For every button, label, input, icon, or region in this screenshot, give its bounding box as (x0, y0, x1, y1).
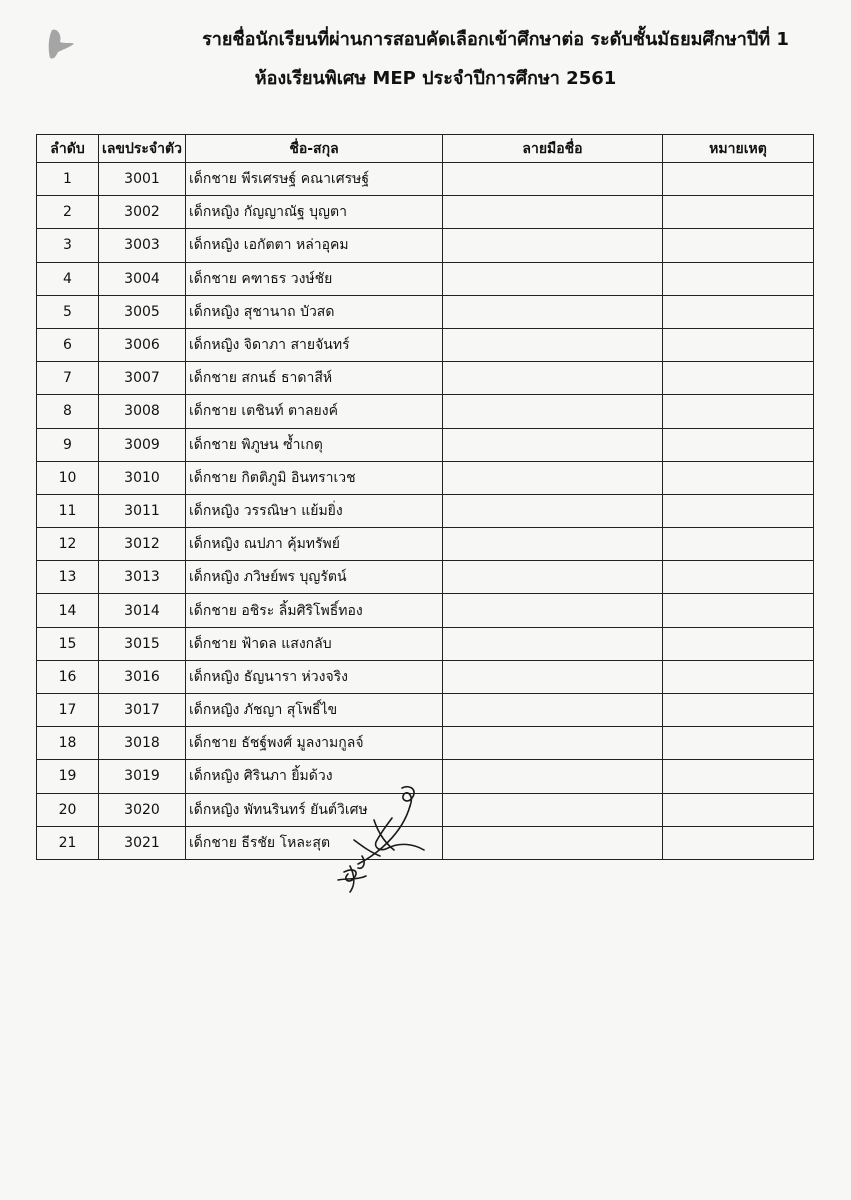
signature-cell (443, 793, 663, 826)
signature-cell (443, 295, 663, 328)
student-id: 3006 (99, 328, 186, 361)
student-name: เด็กหญิง ธัญนารา ห่วงจริง (186, 660, 443, 693)
table-row (37, 395, 814, 428)
student-name: เด็กชาย สกนธ์ ธาดาสีห์ (186, 362, 443, 395)
table-row (37, 826, 814, 859)
remark-cell (663, 362, 814, 395)
remark-cell (663, 594, 814, 627)
student-id: 3012 (99, 528, 186, 561)
row-number: 3 (37, 229, 99, 262)
table-row (37, 660, 814, 693)
page-subtitle: ห้องเรียนพิเศษ MEP ประจำปีการศึกษา 2561 (254, 68, 617, 89)
student-name: เด็กชาย เตชินท์ ตาลยงค์ (186, 395, 443, 428)
remark-cell (663, 561, 814, 594)
row-number: 6 (37, 328, 99, 361)
row-number: 14 (37, 594, 99, 627)
student-name: เด็กหญิง ภวิษย์พร บุญรัตน์ (186, 561, 443, 594)
remark-cell (663, 660, 814, 693)
table-row (37, 694, 814, 727)
remark-cell (663, 196, 814, 229)
row-number: 19 (37, 760, 99, 793)
student-id: 3011 (99, 494, 186, 527)
student-name: เด็กหญิง ศิรินภา ยิ้มด้วง (186, 760, 443, 793)
student-id: 3016 (99, 660, 186, 693)
table-row (37, 295, 814, 328)
student-name: เด็กหญิง เอกัตตา หล่าอุคม (186, 229, 443, 262)
row-number: 2 (37, 196, 99, 229)
col-header-id: เลขประจำตัว (99, 135, 186, 163)
student-name: เด็กชาย พิภูษน ซ้ำเกตุ (186, 428, 443, 461)
student-name: เด็กหญิง ณปภา คุ้มทรัพย์ (186, 528, 443, 561)
remark-cell (663, 163, 814, 196)
remark-cell (663, 428, 814, 461)
table-header-row (37, 135, 814, 163)
row-number: 1 (37, 163, 99, 196)
student-name: เด็กชาย อชิระ ลิ้มศิริโพธิ์ทอง (186, 594, 443, 627)
remark-cell (663, 694, 814, 727)
student-name: เด็กหญิง สุชานาถ บัวสด (186, 295, 443, 328)
row-number: 17 (37, 694, 99, 727)
table-row (37, 793, 814, 826)
remark-cell (663, 760, 814, 793)
student-id: 3008 (99, 395, 186, 428)
table-row (37, 362, 814, 395)
student-name: เด็กชาย ธัชฐ์พงศ์ มูลงามกูลจ์ (186, 727, 443, 760)
student-name: เด็กชาย ธีรชัย โหละสุต (186, 826, 443, 859)
student-id: 3013 (99, 561, 186, 594)
signature-cell (443, 196, 663, 229)
signature-cell (443, 461, 663, 494)
student-name: เด็กหญิง ภัชญา สุโพธิ์ไข (186, 694, 443, 727)
page-title: รายชื่อนักเรียนที่ผ่านการสอบคัดเลือกเข้าศึกษาต่อ ระดับชั้นมัธยมศึกษาปีที่ 1 (202, 29, 789, 50)
remark-cell (663, 494, 814, 527)
remark-cell (663, 528, 814, 561)
table-row (37, 428, 814, 461)
signature-cell (443, 362, 663, 395)
student-id: 3021 (99, 826, 186, 859)
student-id: 3004 (99, 262, 186, 295)
table-row (37, 328, 814, 361)
student-name: เด็กชาย ฟ้าดล แสงกลับ (186, 627, 443, 660)
signature-cell (443, 262, 663, 295)
student-name: เด็กหญิง กัญญาณัฐ บุญตา (186, 196, 443, 229)
remark-cell (663, 727, 814, 760)
remark-cell (663, 826, 814, 859)
row-number: 15 (37, 627, 99, 660)
table-row (37, 494, 814, 527)
student-name: เด็กชาย คฑาธร วงษ์ชัย (186, 262, 443, 295)
row-number: 4 (37, 262, 99, 295)
student-id: 3015 (99, 627, 186, 660)
remark-cell (663, 627, 814, 660)
student-id: 3007 (99, 362, 186, 395)
student-id: 3005 (99, 295, 186, 328)
student-id: 3010 (99, 461, 186, 494)
row-number: 18 (37, 727, 99, 760)
remark-cell (663, 461, 814, 494)
col-header-no: ลำดับ (37, 135, 99, 163)
table-row (37, 461, 814, 494)
student-name: เด็กหญิง วรรณิษา แย้มยิ่ง (186, 494, 443, 527)
row-number: 21 (37, 826, 99, 859)
table-row (37, 561, 814, 594)
student-name: เด็กชาย กิตติภูมิ อินทราเวช (186, 461, 443, 494)
table-row (37, 760, 814, 793)
student-id: 3001 (99, 163, 186, 196)
student-id: 3018 (99, 727, 186, 760)
student-id: 3002 (99, 196, 186, 229)
table-row (37, 727, 814, 760)
table-row (37, 594, 814, 627)
student-name: เด็กหญิง จิดาภา สายจันทร์ (186, 328, 443, 361)
signature-cell (443, 694, 663, 727)
signature-cell (443, 627, 663, 660)
table-body (37, 163, 814, 860)
signature-cell (443, 494, 663, 527)
signature-cell (443, 328, 663, 361)
row-number: 16 (37, 660, 99, 693)
remark-cell (663, 229, 814, 262)
table-row (37, 528, 814, 561)
signature-cell (443, 594, 663, 627)
table-row (37, 163, 814, 196)
table-row (37, 627, 814, 660)
signature-cell (443, 826, 663, 859)
remark-cell (663, 262, 814, 295)
row-number: 7 (37, 362, 99, 395)
signature-cell (443, 229, 663, 262)
student-name: เด็กชาย พีรเศรษฐ์ คณาเศรษฐ์ (186, 163, 443, 196)
row-number: 13 (37, 561, 99, 594)
col-header-remark: หมายเหตุ (663, 135, 814, 163)
row-number: 8 (37, 395, 99, 428)
signature-cell (443, 561, 663, 594)
signature-cell (443, 528, 663, 561)
row-number: 9 (37, 428, 99, 461)
table-row (37, 262, 814, 295)
signature-cell (443, 163, 663, 196)
remark-cell (663, 328, 814, 361)
col-header-name: ชื่อ-สกุล (186, 135, 443, 163)
student-roster-table (36, 134, 814, 860)
signature-cell (443, 660, 663, 693)
remark-cell (663, 295, 814, 328)
row-number: 10 (37, 461, 99, 494)
student-id: 3014 (99, 594, 186, 627)
signature-cell (443, 760, 663, 793)
student-id: 3017 (99, 694, 186, 727)
table-row (37, 196, 814, 229)
signature-cell (443, 395, 663, 428)
signature-cell (443, 727, 663, 760)
col-header-signature: ลายมือชื่อ (443, 135, 663, 163)
student-id: 3020 (99, 793, 186, 826)
row-number: 5 (37, 295, 99, 328)
row-number: 11 (37, 494, 99, 527)
table-row (37, 229, 814, 262)
student-name: เด็กหญิง พัทนรินทร์ ยันต์วิเศษ (186, 793, 443, 826)
row-number: 20 (37, 793, 99, 826)
remark-cell (663, 793, 814, 826)
signature-cell (443, 428, 663, 461)
remark-cell (663, 395, 814, 428)
student-id: 3009 (99, 428, 186, 461)
row-number: 12 (37, 528, 99, 561)
student-id: 3003 (99, 229, 186, 262)
student-id: 3019 (99, 760, 186, 793)
